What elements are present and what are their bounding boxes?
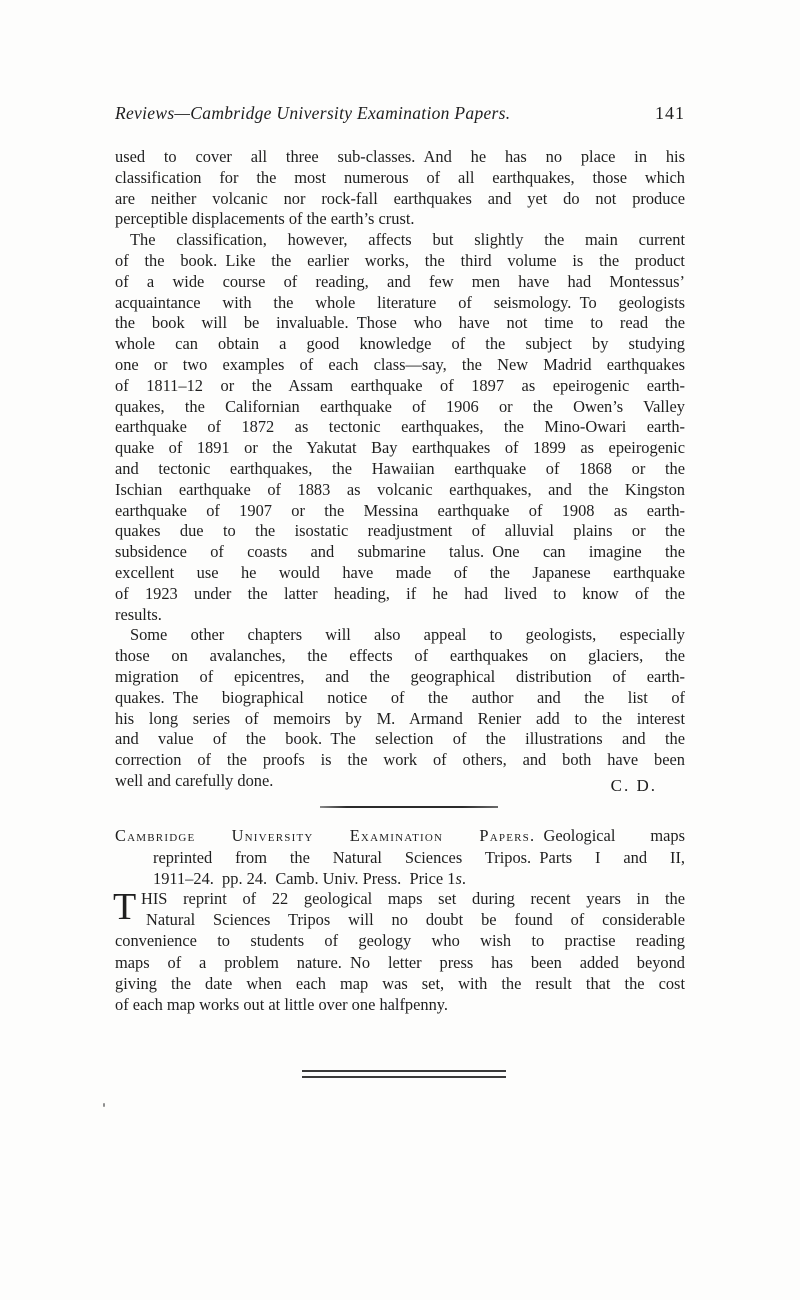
body-line: and value of the book. The selection of the illustrations and the xyxy=(115,729,685,749)
reviewer-signature: C. D. xyxy=(610,776,657,795)
body-line: Ischian earthquake of 1883 as volcanic earthquakes, and the Kingston xyxy=(115,479,685,499)
heading-smallcaps: Cambridge University Examination Papers. xyxy=(115,826,536,845)
review-maps-body xyxy=(115,888,685,1015)
body-line: of the book. Like the earlier works, the third volume is the product xyxy=(115,250,685,270)
page-number: 141 xyxy=(655,103,685,123)
heading-line xyxy=(115,825,685,847)
body-line: acquaintance with the whole literature of seismology. To geologists xyxy=(115,292,685,312)
body-line: of a wide course of reading, and few men have had Montessus’ xyxy=(115,271,685,291)
running-header xyxy=(115,103,685,124)
body-line: HIS reprint of 22 geological maps set during recent years in the xyxy=(141,889,685,908)
body-line: giving the date when each map was set, with the result that the cost xyxy=(115,973,685,993)
scan-speck xyxy=(103,1103,105,1107)
body-line: of each map works out at little over one halfpenny. xyxy=(115,995,449,1015)
body-line: earthquake of 1907 or the Messina earthquake of 1908 as earth- xyxy=(115,500,685,520)
heading-line3-end: . xyxy=(461,869,466,888)
body-line: correction of the proofs is the work of others, and both have been xyxy=(115,750,685,770)
body-line: Some other chapters will also appeal to geologists, especially xyxy=(130,625,685,645)
body-line: whole can obtain a good knowledge of the subject by studying xyxy=(115,334,685,354)
body-line: earthquake of 1872 as tectonic earthquakes, the Mino-Owari earth- xyxy=(115,417,685,437)
body-line: the book will be invaluable. Those who have not time to read the xyxy=(115,313,685,333)
body-line: convenience to students of geology who wish to practise reading xyxy=(115,931,685,951)
drop-cap: T xyxy=(113,886,137,928)
body-line: his long series of memoirs by M. Armand Renier add to the interest xyxy=(115,708,685,728)
body-line: used to cover all three sub-classes. And he has no place in his xyxy=(115,147,685,166)
body-line: quakes due to the isostatic readjustment of alluvial plains or the xyxy=(115,521,685,541)
body-line: quake of 1891 or the Yakutat Bay earthquakes of 1899 as epeirogenic xyxy=(115,438,685,458)
body-line: The classification, however, affects but slightly the main current xyxy=(130,230,685,250)
body-line: perceptible displacements of the earth’s crust. xyxy=(115,209,415,229)
body-line: well and carefully done. xyxy=(115,770,274,790)
section-divider-rule xyxy=(320,806,498,808)
body-line: subsidence of coasts and submarine talus. One can imagine the xyxy=(115,542,685,562)
body-line: migration of epicentres, and the geographical distribution of earth- xyxy=(115,666,685,686)
body-line: classification for the most numerous of all earthquakes, those which xyxy=(115,167,685,187)
body-line: maps of a problem nature. No letter press has been added beyond xyxy=(115,952,685,972)
heading-line xyxy=(115,868,685,890)
review-montessus-body xyxy=(115,147,685,792)
body-line: are neither volcanic nor rock-fall earthquakes and yet do not produce xyxy=(115,188,685,208)
body-line: quakes, the Californian earthquake of 1906 or the Owen’s Valley xyxy=(115,396,685,416)
body-line: excellent use he would have made of the Japanese earthquake xyxy=(115,562,685,582)
price-shilling-italic: s xyxy=(455,869,462,888)
heading-line1-rest: Geological maps xyxy=(535,826,685,845)
heading-line: reprinted from the Natural Sciences Tripos. Parts I and II, xyxy=(153,847,685,867)
end-of-section-double-rule xyxy=(302,1070,506,1078)
body-line: and tectonic earthquakes, the Hawaiian earthquake of 1868 or the xyxy=(115,458,685,478)
body-line: Natural Sciences Tripos will no doubt be found of considerable xyxy=(146,910,685,930)
body-line: quakes. The biographical notice of the author and the list of xyxy=(115,687,685,707)
body-line: results. xyxy=(115,604,162,624)
body-line: of 1811–12 or the Assam earthquake of 1897 as epeirogenic earth- xyxy=(115,375,685,395)
body-line: of 1923 under the latter heading, if he had lived to know of the xyxy=(115,583,685,603)
body-line: one or two examples of each class—say, the New Madrid earthquakes xyxy=(115,354,685,374)
heading-line3-pre: 1911–24. pp. 24. Camb. Univ. Press. Price 1 xyxy=(153,869,456,888)
running-header-title: Reviews—Cambridge University Examination Papers. xyxy=(115,103,511,123)
body-line: those on avalanches, the effects of earthquakes on glaciers, the xyxy=(115,646,685,666)
review-maps-heading xyxy=(115,825,685,890)
